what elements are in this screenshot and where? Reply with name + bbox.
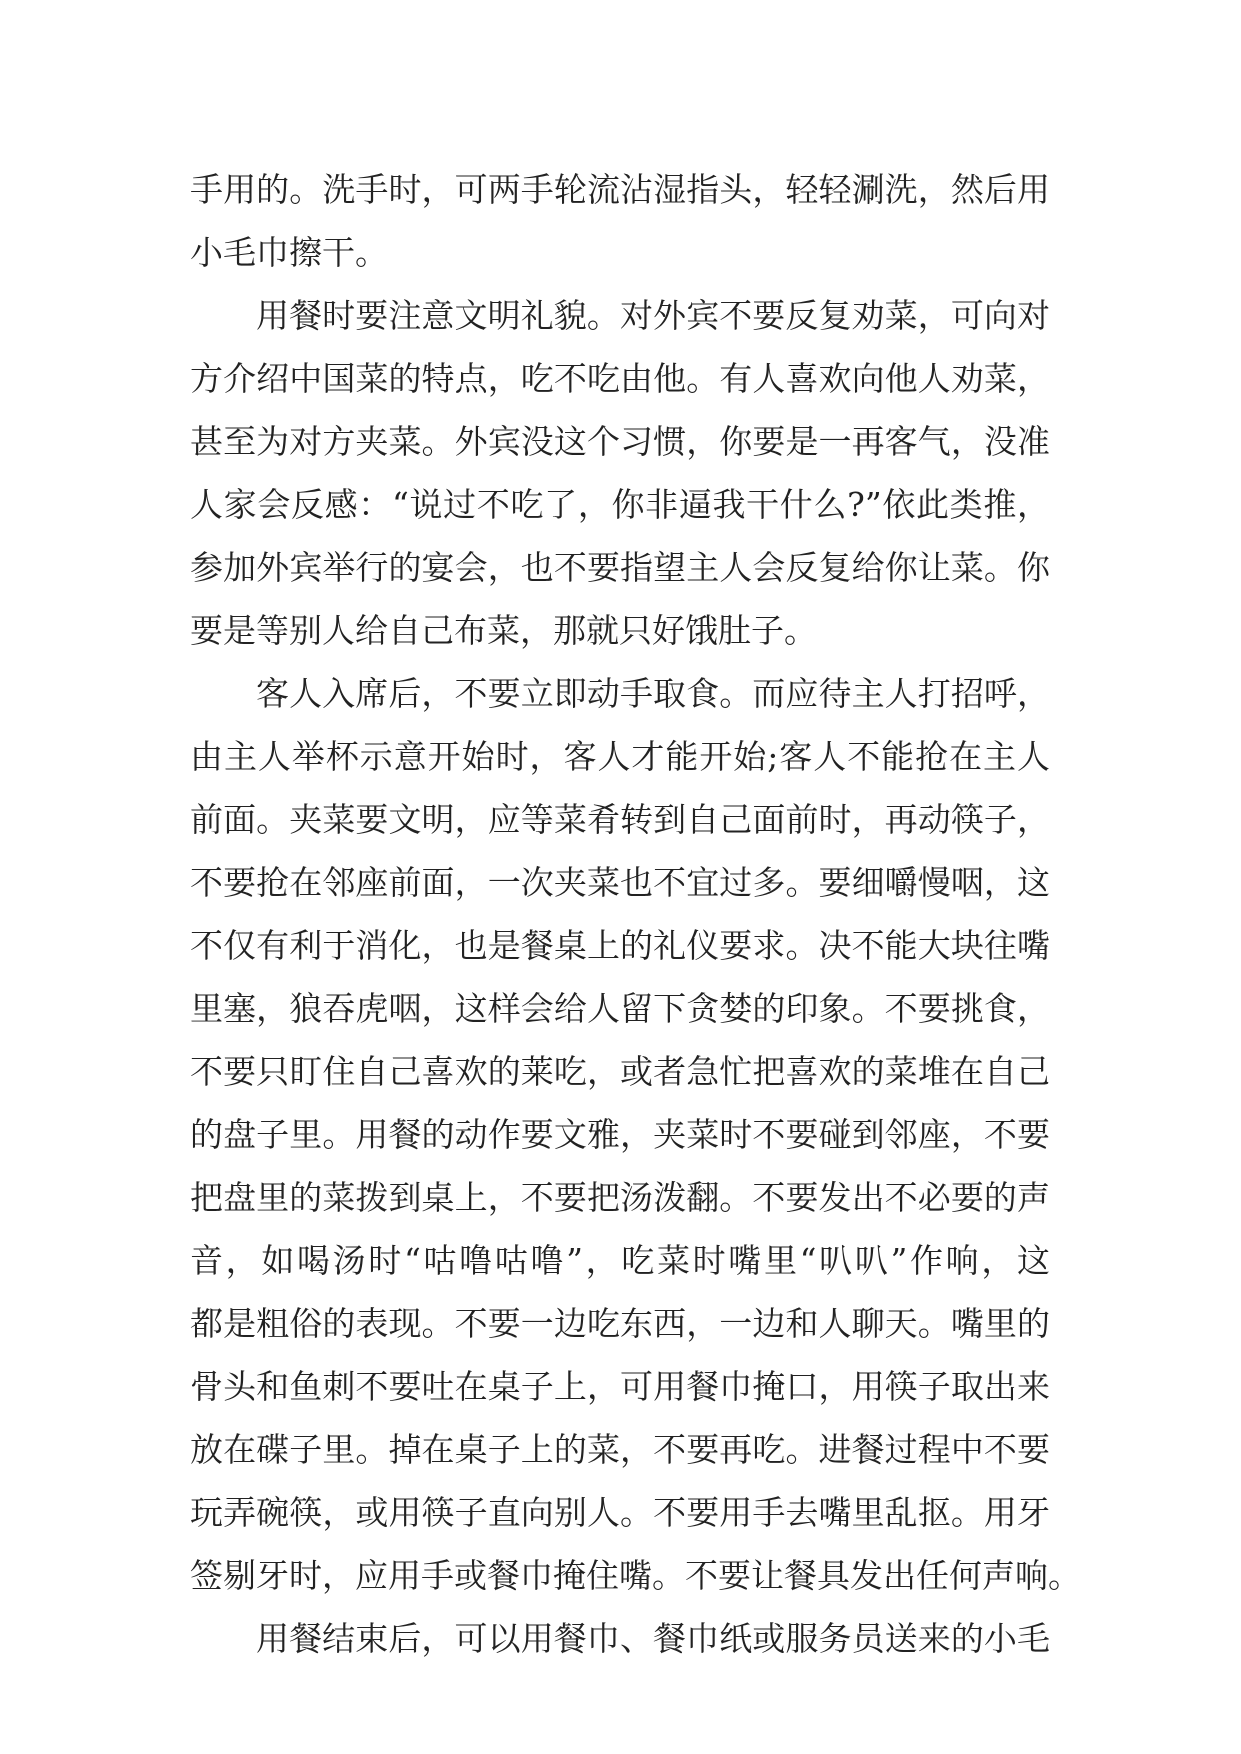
text-line: 音，如喝汤时“咕噜咕噜”，吃菜时嘴里“叭叭”作响，这: [190, 1241, 1050, 1280]
text-line: 参加外宾举行的宴会，也不要指望主人会反复给你让菜。你: [190, 548, 1050, 587]
text-line: 要是等别人给自己布菜，那就只好饿肚子。: [190, 611, 817, 650]
text-line: 用餐结束后，可以用餐巾、餐巾纸或服务员送来的小毛: [256, 1619, 1050, 1658]
text-line: 用餐时要注意文明礼貌。对外宾不要反复劝菜，可向对: [256, 296, 1050, 335]
text-line: 骨头和鱼刺不要吐在桌子上，可用餐巾掩口，用筷子取出来: [190, 1367, 1050, 1406]
text-line: 不要抢在邻座前面，一次夹菜也不宜过多。要细嚼慢咽，这: [190, 863, 1050, 902]
text-line: 由主人举杯示意开始时，客人才能开始;客人不能抢在主人: [190, 737, 1050, 776]
text-line: 人家会反感：“说过不吃了，你非逼我干什么?”依此类推，: [190, 485, 1050, 524]
text-line: 玩弄碗筷，或用筷子直向别人。不要用手去嘴里乱抠。用牙: [190, 1493, 1050, 1532]
text-line: 手用的。洗手时，可两手轮流沾湿指头，轻轻涮洗，然后用: [190, 170, 1050, 209]
text-line: 前面。夹菜要文明，应等菜肴转到自己面前时，再动筷子，: [190, 800, 1050, 839]
text-line: 方介绍中国菜的特点，吃不吃由他。有人喜欢向他人劝菜，: [190, 359, 1050, 398]
text-line: 里塞，狼吞虎咽，这样会给人留下贪婪的印象。不要挑食，: [190, 989, 1050, 1028]
text-line: 不仅有利于消化，也是餐桌上的礼仪要求。决不能大块往嘴: [190, 926, 1050, 965]
text-line: 把盘里的菜拨到桌上，不要把汤泼翻。不要发出不必要的声: [190, 1178, 1050, 1217]
text-line: 都是粗俗的表现。不要一边吃东西，一边和人聊天。嘴里的: [190, 1304, 1050, 1343]
text-line: 不要只盯住自己喜欢的莱吃，或者急忙把喜欢的菜堆在自己: [190, 1052, 1050, 1091]
text-line: 客人入席后，不要立即动手取食。而应待主人打招呼，: [256, 674, 1050, 713]
text-line: 小毛巾擦干。: [190, 233, 388, 272]
body-text: [190, 158, 1081, 1670]
text-line: 放在碟子里。掉在桌子上的菜，不要再吃。进餐过程中不要: [190, 1430, 1050, 1469]
text-line: 签剔牙时，应用手或餐巾掩住嘴。不要让餐具发出任何声响。: [190, 1556, 1081, 1595]
text-line: 的盘子里。用餐的动作要文雅，夹菜时不要碰到邻座，不要: [190, 1115, 1050, 1154]
text-line: 甚至为对方夹菜。外宾没这个习惯，你要是一再客气，没准: [190, 422, 1050, 461]
